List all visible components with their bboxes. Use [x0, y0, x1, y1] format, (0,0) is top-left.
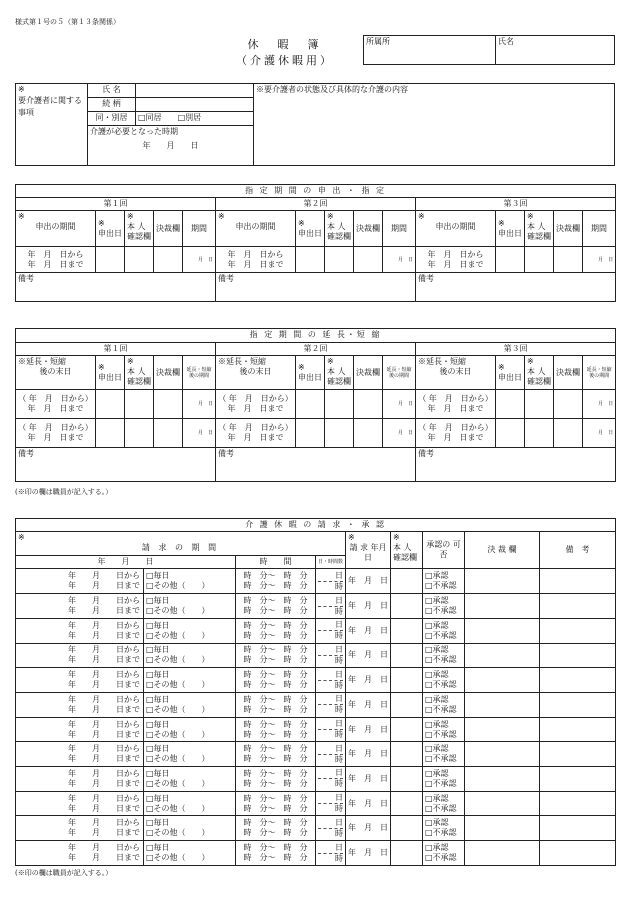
leave-frequency[interactable]: □毎日 □その他（ ）: [144, 791, 236, 816]
name-label: 氏 名: [88, 84, 136, 98]
leave-day-hours[interactable]: 日 時: [316, 742, 346, 767]
note-top: (※印の欄は職員が記入する。）: [15, 488, 113, 496]
extension-title: 指 定 期 間 の 延 長・短 縮: [16, 329, 616, 343]
confirm-field[interactable]: [325, 247, 354, 273]
leave-request-date[interactable]: 年 月 日: [346, 692, 391, 717]
remarks-field[interactable]: 備考: [416, 448, 616, 482]
leave-frequency[interactable]: □毎日 □その他（ ）: [144, 692, 236, 717]
leave-frequency[interactable]: □毎日 □その他（ ）: [144, 668, 236, 693]
leave-table: [15, 518, 616, 866]
form-number: 様式第１号の５（第１３条関係）: [15, 18, 120, 26]
duration-header: 期間: [183, 211, 216, 247]
approval-header: 決裁欄: [154, 356, 183, 390]
request-date-header: ※ 請 求 年月日: [346, 532, 391, 569]
leave-date-range[interactable]: 年 月 日から 年 月 日まで: [16, 643, 144, 668]
leave-request-date[interactable]: 年 月 日: [346, 569, 391, 594]
leave-remarks[interactable]: [540, 594, 616, 619]
leave-day-hours[interactable]: 日 時: [316, 816, 346, 841]
caregiver-name-field[interactable]: [136, 84, 254, 98]
approval-header: 決裁欄: [354, 211, 383, 247]
leave-remarks[interactable]: [540, 767, 616, 792]
care-start-date[interactable]: 年 月 日: [88, 140, 254, 166]
leave-date-range[interactable]: 年 月 日から 年 月 日まで: [16, 692, 144, 717]
leave-time-range[interactable]: 時 分〜 時 分 時 分〜 時 分: [236, 816, 316, 841]
request-date-header: ※ 申出日: [496, 211, 525, 247]
leave-approval[interactable]: □承認 □不承認: [423, 841, 465, 866]
leave-decision[interactable]: [465, 717, 540, 742]
period-field[interactable]: 年 月 日から 年 月 日まで: [16, 247, 96, 273]
approval-field[interactable]: [154, 419, 183, 448]
leave-request-date[interactable]: 年 月 日: [346, 643, 391, 668]
leave-date-range[interactable]: 年 月 日から 年 月 日まで: [16, 742, 144, 767]
leave-frequency[interactable]: □毎日 □その他（ ）: [144, 717, 236, 742]
remarks-field[interactable]: 備考: [216, 448, 416, 482]
leave-request-date[interactable]: 年 月 日: [346, 594, 391, 619]
confirm-field[interactable]: [325, 419, 354, 448]
request-date-field[interactable]: [496, 247, 525, 273]
request-date-field[interactable]: [296, 247, 325, 273]
leave-request-date[interactable]: 年 月 日: [346, 841, 391, 866]
ext-period-header: 延長・短縮後の期間: [583, 356, 616, 390]
leave-date-range[interactable]: 年 月 日から 年 月 日まで: [16, 767, 144, 792]
duration-header: 期間: [383, 211, 416, 247]
leave-decision[interactable]: [465, 569, 540, 594]
leave-approval[interactable]: □承認 □不承認: [423, 569, 465, 594]
leave-approval[interactable]: □承認 □不承認: [423, 618, 465, 643]
duration-field[interactable]: 月 日: [583, 390, 616, 419]
remarks-field[interactable]: 備考: [16, 448, 216, 482]
leave-day-hours[interactable]: 日 時: [316, 594, 346, 619]
leave-date-range[interactable]: 年 月 日から 年 月 日まで: [16, 618, 144, 643]
ext-period-field[interactable]: （ 年 月 日から） 年 月 日まで: [16, 390, 96, 419]
leave-date-range[interactable]: 年 月 日から 年 月 日まで: [16, 594, 144, 619]
approval-field[interactable]: [354, 419, 383, 448]
approval-field[interactable]: [354, 247, 383, 273]
leave-remarks[interactable]: [540, 742, 616, 767]
approval-field[interactable]: [554, 390, 583, 419]
ext-period-field[interactable]: （ 年 月 日から） 年 月 日まで: [16, 419, 96, 448]
leave-time-range[interactable]: 時 分〜 時 分 時 分〜 時 分: [236, 643, 316, 668]
leave-approval[interactable]: □承認 □不承認: [423, 643, 465, 668]
condition-field[interactable]: ※要介護者の状態及び具体的な介護の内容: [254, 84, 615, 166]
leave-day-hours[interactable]: 日 時: [316, 841, 346, 866]
request-date-header: ※ 申出日: [496, 356, 525, 390]
designation-table: [15, 184, 616, 302]
leave-frequency[interactable]: □毎日 □その他（ ）: [144, 643, 236, 668]
leave-frequency[interactable]: □毎日 □その他（ ）: [144, 841, 236, 866]
approval-field[interactable]: [154, 390, 183, 419]
leave-date-range[interactable]: 年 月 日から 年 月 日まで: [16, 717, 144, 742]
ext-period-header: 延長・短縮後の期間: [183, 356, 216, 390]
leave-day-hours[interactable]: 日 時: [316, 643, 346, 668]
approval-header: 決裁欄: [154, 211, 183, 247]
leave-decision[interactable]: [465, 791, 540, 816]
ymd-header: 年 月 日: [16, 556, 236, 569]
designation-round-2: 第２回: [216, 198, 416, 211]
leave-approval[interactable]: □承認 □不承認: [423, 742, 465, 767]
period-header: ※ 申出の期間: [416, 211, 496, 247]
affiliation-field[interactable]: 所属所: [364, 36, 496, 65]
leave-confirm[interactable]: [391, 791, 423, 816]
ext-period-field[interactable]: （ 年 月 日から） 年 月 日まで: [216, 390, 296, 419]
leave-decision[interactable]: [465, 692, 540, 717]
leave-approval[interactable]: □承認 □不承認: [423, 816, 465, 841]
leave-decision[interactable]: [465, 742, 540, 767]
duration-field[interactable]: 月 日: [383, 419, 416, 448]
leave-remarks[interactable]: [540, 668, 616, 693]
leave-decision[interactable]: [465, 767, 540, 792]
leave-request-date[interactable]: 年 月 日: [346, 816, 391, 841]
decision-header: 決 裁 欄: [465, 532, 540, 569]
leave-confirm[interactable]: [391, 816, 423, 841]
confirm-field[interactable]: [125, 247, 154, 273]
leave-title: 介 護 休 暇 の 請 求 ・ 承 認: [16, 519, 616, 532]
request-date-header: ※ 申出日: [296, 356, 325, 390]
request-date-field[interactable]: [296, 390, 325, 419]
leave-remarks[interactable]: [540, 841, 616, 866]
request-date-header: ※ 申出日: [96, 356, 125, 390]
request-date-field[interactable]: [296, 419, 325, 448]
ext-period-field[interactable]: （ 年 月 日から） 年 月 日まで: [416, 390, 496, 419]
confirm-header: ※ 本 人 確認欄: [525, 211, 554, 247]
request-date-field[interactable]: [496, 419, 525, 448]
ext-period-header: 延長・短縮後の期間: [383, 356, 416, 390]
period-field[interactable]: 年 月 日から 年 月 日まで: [416, 247, 496, 273]
request-date-field[interactable]: [96, 419, 125, 448]
extension-table: [15, 328, 616, 482]
duration-field[interactable]: 月 日: [383, 247, 416, 273]
care-start-label: 介護が必要となった時期: [88, 126, 254, 140]
leave-remarks[interactable]: [540, 643, 616, 668]
leave-time-range[interactable]: 時 分〜 時 分 時 分〜 時 分: [236, 668, 316, 693]
remarks-field[interactable]: 備考: [416, 273, 616, 302]
confirm-field[interactable]: [525, 247, 554, 273]
leave-time-range[interactable]: 時 分〜 時 分 時 分〜 時 分: [236, 841, 316, 866]
approval-q-header: 承認の 可否: [423, 532, 465, 569]
confirm-field[interactable]: [525, 390, 554, 419]
confirm-field[interactable]: [125, 419, 154, 448]
leave-date-range[interactable]: 年 月 日から 年 月 日まで: [16, 668, 144, 693]
leave-decision[interactable]: [465, 841, 540, 866]
leave-day-hours[interactable]: 日 時: [316, 791, 346, 816]
leave-day-hours[interactable]: 日 時: [316, 717, 346, 742]
leave-day-hours[interactable]: 日 時: [316, 668, 346, 693]
leave-day-hours[interactable]: 日 時: [316, 618, 346, 643]
leave-confirm[interactable]: [391, 767, 423, 792]
leave-frequency[interactable]: □毎日 □その他（ ）: [144, 816, 236, 841]
leave-decision[interactable]: [465, 643, 540, 668]
leave-time-range[interactable]: 時 分〜 時 分 時 分〜 時 分: [236, 692, 316, 717]
duration-field[interactable]: 月 日: [583, 419, 616, 448]
approval-header: 決裁欄: [554, 356, 583, 390]
leave-period-header: ※ 請 求 の 期 間: [16, 532, 346, 556]
leave-request-date[interactable]: 年 月 日: [346, 791, 391, 816]
page-subtitle: （介護休暇用）: [236, 54, 334, 67]
leave-time-range[interactable]: 時 分〜 時 分 時 分〜 時 分: [236, 742, 316, 767]
confirm-field[interactable]: [125, 390, 154, 419]
duration-field[interactable]: 月 日: [383, 390, 416, 419]
extension-round-1: 第１回: [16, 343, 216, 356]
leave-decision[interactable]: [465, 668, 540, 693]
request-date-field[interactable]: [96, 247, 125, 273]
duration-field[interactable]: 月 日: [183, 419, 216, 448]
designation-title: 指 定 期 間 の 申 出 ・ 指 定: [16, 185, 616, 198]
request-date-field[interactable]: [496, 390, 525, 419]
period-header: ※ 申出の期間: [216, 211, 296, 247]
leave-remarks[interactable]: [540, 618, 616, 643]
caregiver-label: ※ 要介護者に関する事項: [16, 84, 88, 166]
affiliation-table: [363, 35, 615, 65]
designation-round-1: 第１回: [16, 198, 216, 211]
leave-time-range[interactable]: 時 分〜 時 分 時 分〜 時 分: [236, 767, 316, 792]
day-time-header: 日・時間数: [316, 556, 346, 569]
leave-confirm[interactable]: [391, 742, 423, 767]
leave-frequency[interactable]: □毎日 □その他（ ）: [144, 767, 236, 792]
leave-confirm[interactable]: [391, 618, 423, 643]
leave-decision[interactable]: [465, 594, 540, 619]
leave-day-hours[interactable]: 日 時: [316, 569, 346, 594]
leave-time-range[interactable]: 時 分〜 時 分 時 分〜 時 分: [236, 791, 316, 816]
leave-day-hours[interactable]: 日 時: [316, 692, 346, 717]
duration-field[interactable]: 月 日: [183, 390, 216, 419]
leave-remarks[interactable]: [540, 717, 616, 742]
leave-confirm[interactable]: [391, 692, 423, 717]
confirm-header: ※ 本 人 確認欄: [125, 356, 154, 390]
leave-remarks[interactable]: [540, 569, 616, 594]
leave-confirm[interactable]: [391, 643, 423, 668]
remarks-header: 備 考: [540, 532, 616, 569]
ext-period-field[interactable]: （ 年 月 日から） 年 月 日まで: [216, 419, 296, 448]
leave-frequency[interactable]: □毎日 □その他（ ）: [144, 594, 236, 619]
remarks-field[interactable]: 備考: [216, 273, 416, 302]
relation-field[interactable]: [136, 98, 254, 112]
leave-confirm[interactable]: [391, 668, 423, 693]
living-label: 同・別居: [88, 112, 136, 126]
period-field[interactable]: 年 月 日から 年 月 日まで: [216, 247, 296, 273]
leave-approval[interactable]: □承認 □不承認: [423, 594, 465, 619]
leave-date-range[interactable]: 年 月 日から 年 月 日まで: [16, 569, 144, 594]
leave-time-range[interactable]: 時 分〜 時 分 時 分〜 時 分: [236, 594, 316, 619]
leave-decision[interactable]: [465, 816, 540, 841]
leave-approval[interactable]: □承認 □不承認: [423, 668, 465, 693]
leave-date-range[interactable]: 年 月 日から 年 月 日まで: [16, 841, 144, 866]
request-date-header: ※ 申出日: [296, 211, 325, 247]
approval-field[interactable]: [554, 419, 583, 448]
period-header: ※ 申出の期間: [16, 211, 96, 247]
leave-date-range[interactable]: 年 月 日から 年 月 日まで: [16, 791, 144, 816]
page-title: 休 暇 簿: [247, 38, 323, 51]
designation-round-3: 第３回: [416, 198, 616, 211]
confirm-field[interactable]: [525, 419, 554, 448]
leave-approval[interactable]: □承認 □不承認: [423, 717, 465, 742]
leave-request-date[interactable]: 年 月 日: [346, 668, 391, 693]
leave-decision[interactable]: [465, 618, 540, 643]
leave-confirm[interactable]: [391, 841, 423, 866]
ext-date-header: ※延長・短縮 後の末日: [216, 356, 296, 390]
leave-time-range[interactable]: 時 分〜 時 分 時 分〜 時 分: [236, 618, 316, 643]
confirm-header: ※ 本 人 確認欄: [525, 356, 554, 390]
ext-date-header: ※延長・短縮 後の末日: [16, 356, 96, 390]
duration-header: 期間: [583, 211, 616, 247]
approval-field[interactable]: [554, 247, 583, 273]
request-date-header: ※ 申出日: [96, 211, 125, 247]
leave-request-date[interactable]: 年 月 日: [346, 742, 391, 767]
leave-confirm[interactable]: [391, 569, 423, 594]
leave-time-range[interactable]: 時 分〜 時 分 時 分〜 時 分: [236, 569, 316, 594]
leave-approval[interactable]: □承認 □不承認: [423, 767, 465, 792]
living-options[interactable]: □同居 □別居: [136, 112, 254, 126]
leave-request-date[interactable]: 年 月 日: [346, 767, 391, 792]
duration-field[interactable]: 月 日: [183, 247, 216, 273]
leave-remarks[interactable]: [540, 816, 616, 841]
request-date-field[interactable]: [96, 390, 125, 419]
leave-approval[interactable]: □承認 □不承認: [423, 791, 465, 816]
name-field[interactable]: 氏名: [496, 36, 615, 65]
leave-remarks[interactable]: [540, 791, 616, 816]
extension-round-2: 第２回: [216, 343, 416, 356]
ext-date-header: ※延長・短縮 後の末日: [416, 356, 496, 390]
leave-remarks[interactable]: [540, 692, 616, 717]
confirm-field[interactable]: [325, 390, 354, 419]
ext-period-field[interactable]: （ 年 月 日から） 年 月 日まで: [416, 419, 496, 448]
caregiver-table: [15, 83, 615, 166]
leave-day-hours[interactable]: 日 時: [316, 767, 346, 792]
confirm-header: ※ 本 人 確認欄: [125, 211, 154, 247]
leave-date-range[interactable]: 年 月 日から 年 月 日まで: [16, 816, 144, 841]
note-bottom: (※印の欄は職員が記入する。）: [15, 869, 113, 877]
duration-field[interactable]: 月 日: [583, 247, 616, 273]
leave-confirm[interactable]: [391, 594, 423, 619]
approval-header: 決裁欄: [354, 356, 383, 390]
approval-field[interactable]: [154, 247, 183, 273]
leave-approval[interactable]: □承認 □不承認: [423, 692, 465, 717]
confirm-header: ※ 本 人 確認欄: [391, 532, 423, 569]
leave-frequency[interactable]: □毎日 □その他（ ）: [144, 618, 236, 643]
time-header: 時 間: [236, 556, 316, 569]
leave-request-date[interactable]: 年 月 日: [346, 717, 391, 742]
relation-label: 続 柄: [88, 98, 136, 112]
remarks-field[interactable]: 備考: [16, 273, 216, 302]
leave-frequency[interactable]: □毎日 □その他（ ）: [144, 569, 236, 594]
approval-header: 決裁欄: [554, 211, 583, 247]
leave-time-range[interactable]: 時 分〜 時 分 時 分〜 時 分: [236, 717, 316, 742]
leave-request-date[interactable]: 年 月 日: [346, 618, 391, 643]
approval-field[interactable]: [354, 390, 383, 419]
confirm-header: ※ 本 人 確認欄: [325, 211, 354, 247]
leave-confirm[interactable]: [391, 717, 423, 742]
confirm-header: ※ 本 人 確認欄: [325, 356, 354, 390]
leave-frequency[interactable]: □毎日 □その他（ ）: [144, 742, 236, 767]
extension-round-3: 第３回: [416, 343, 616, 356]
